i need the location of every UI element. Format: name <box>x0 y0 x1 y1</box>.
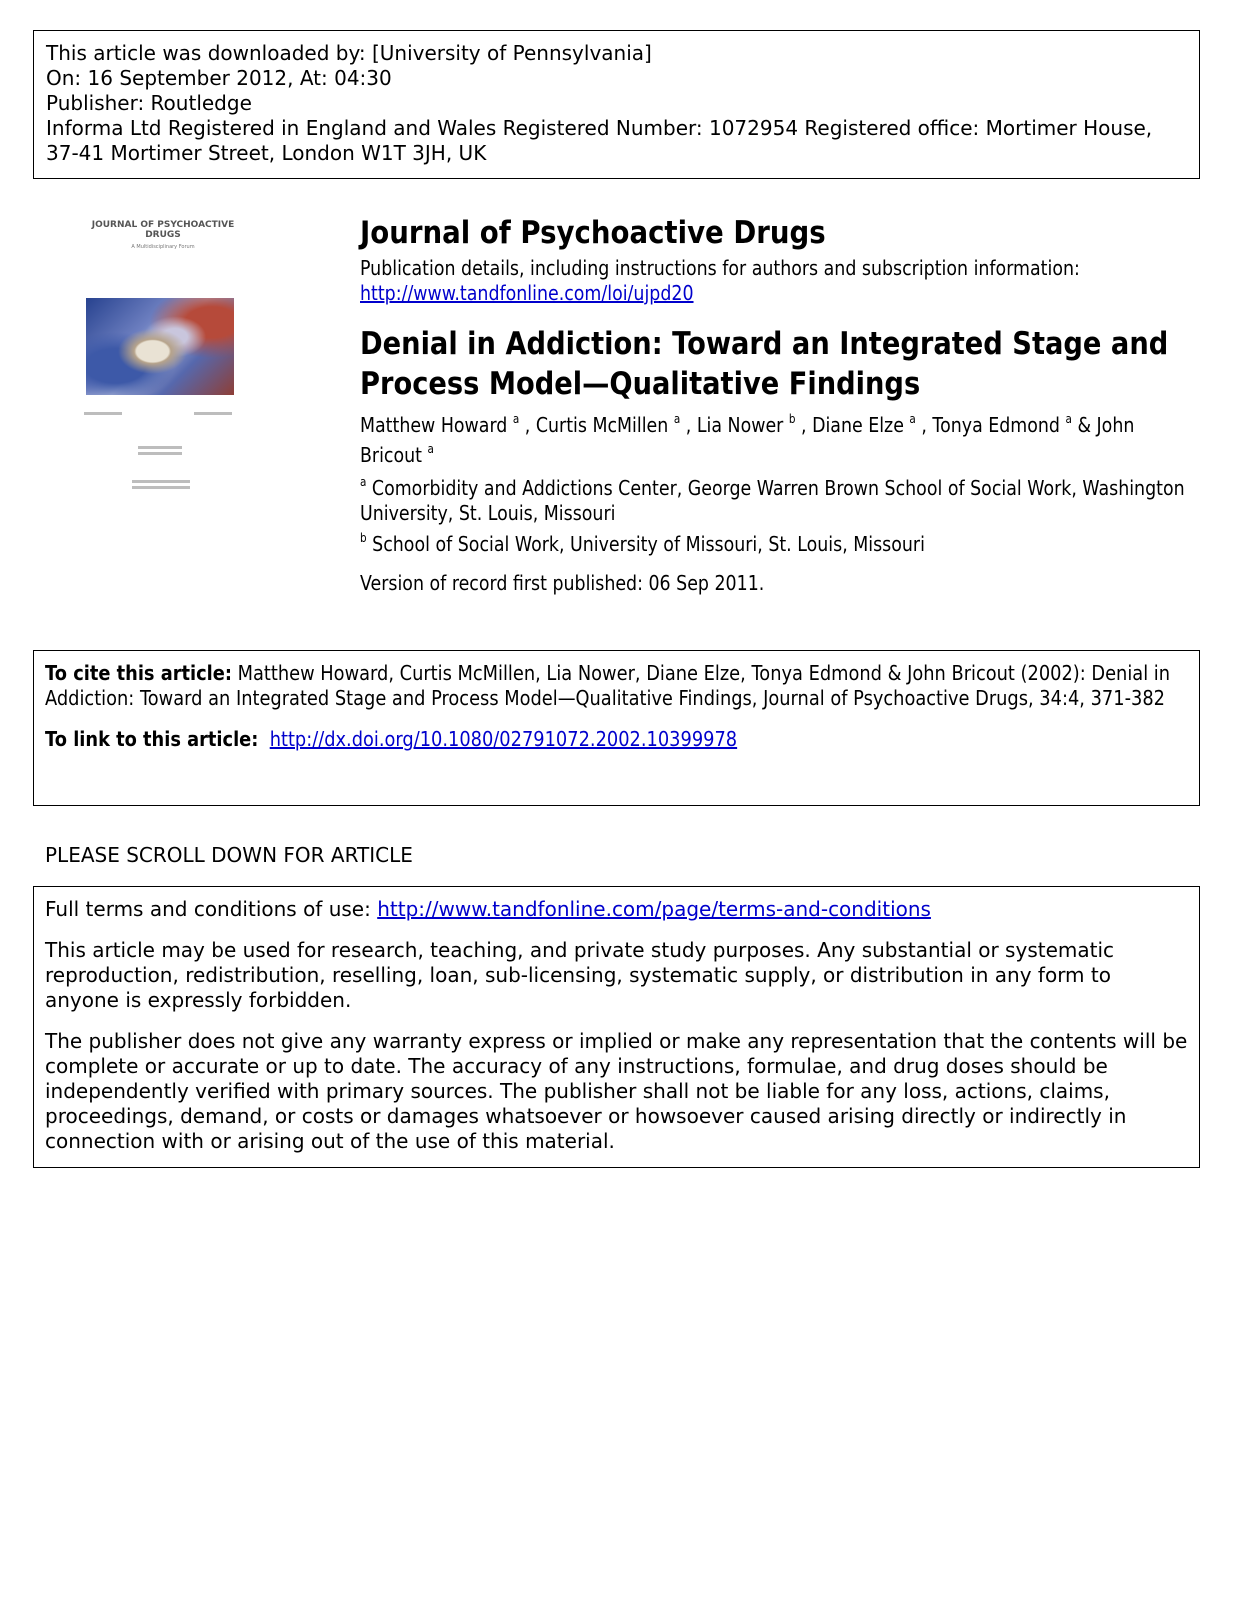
link-label: To link to this article: <box>45 727 259 751</box>
title-block <box>360 214 1200 596</box>
cover-text-line <box>138 452 182 455</box>
publication-details: Publication details, including instructions for authors and subscription information: <box>360 256 1080 280</box>
author-separator: , <box>680 413 697 437</box>
terms-paragraph-1: This article may be used for research, teaching, and private study purposes. Any substantial or systematic reproduction, redistribution, reselling, loan, sub-licensing, systematic supply, or distribution in any form to anyone is expressly forbidden. <box>45 938 1115 1012</box>
scroll-down-notice: PLEASE SCROLL DOWN FOR ARTICLE <box>45 843 413 867</box>
citation-text <box>45 661 1175 711</box>
terms-label: Full terms and conditions of use: <box>45 897 371 921</box>
author-name: Curtis McMillen <box>535 413 669 437</box>
affiliation-mark: a <box>360 475 367 489</box>
download-line-1: This article was downloaded by: [University of Pennsylvania] <box>46 41 652 65</box>
download-line-3: Publisher: Routledge <box>46 91 252 115</box>
affiliation-b <box>360 532 1187 557</box>
author-separator: , <box>915 413 933 437</box>
cite-label: To cite this article: <box>45 661 232 685</box>
cover-text-line <box>138 446 182 449</box>
affiliation-a <box>360 476 1187 526</box>
terms-link[interactable]: http://www.tandfonline.com/page/terms-and-conditions <box>377 897 931 921</box>
cite-body: Matthew Howard, Curtis McMillen, Lia Nower, Diane Elze, Tonya Edmond & John Bricout (2002): Denial in Addiction: Toward an Integrated Stage and Process Model—Qualitative Findings, Journal of Psychoactive Drugs, 34:4, 371-382 <box>45 661 1171 710</box>
affiliation-text: Comorbidity and Addictions Center, George Warren Brown School of Social Work, Washington University, St. Louis, Missouri <box>360 476 1185 525</box>
cover-text-line <box>132 486 190 489</box>
cover-title: JOURNAL OF PSYCHOACTIVE DRUGS <box>91 220 235 240</box>
version-of-record: Version of record first published: 06 Sep 2011. <box>360 571 765 595</box>
download-line-2: On: 16 September 2012, At: 04:30 <box>46 66 392 90</box>
author-name: Matthew Howard <box>360 413 508 437</box>
author-affiliation-mark: a <box>673 412 681 426</box>
terms-row <box>45 897 1188 922</box>
doi-link[interactable]: http://dx.doi.org/10.1080/02791072.2002.10399978 <box>269 727 738 751</box>
author-affiliation-mark: a <box>512 412 520 426</box>
terms-paragraph-2: The publisher does not give any warranty express or implied or make any representation that the contents will be complete or accurate or up to date. The accuracy of any instructions, formulae, and drug doses should be independently verified with primary sources. The publisher shall not be liable for any loss, actions, claims, proceedings, demand, or costs or damages whatsoever or howsoever caused arising directly or indirectly in connection with or arising out of the use of this material. <box>45 1029 1188 1153</box>
affiliation-text: School of Social Work, University of Missouri, St. Louis, Missouri <box>372 532 925 556</box>
download-info-box <box>33 30 1200 179</box>
cover-text-line <box>194 412 232 415</box>
author-affiliation-mark: a <box>1065 412 1072 426</box>
citation-box <box>33 650 1200 806</box>
cover-artwork <box>86 298 234 395</box>
author-separator: , <box>795 413 813 437</box>
author-affiliation-mark: a <box>427 442 434 456</box>
author-separator: & <box>1071 413 1097 437</box>
author-list <box>360 410 1187 470</box>
doi-row <box>45 727 1175 752</box>
cover-subtitle: A Multidisciplinary Forum <box>131 244 195 250</box>
cover-text-line <box>132 480 190 483</box>
journal-cover-image <box>78 220 248 505</box>
author-name: Diane Elze <box>812 413 904 437</box>
author-separator: , <box>519 413 536 437</box>
article-title: Denial in Addiction: Toward an Integrated Stage and Process Model—Qualitative Findings <box>360 326 1169 402</box>
journal-url-link[interactable]: http://www.tandfonline.com/loi/ujpd20 <box>360 281 694 305</box>
terms-box <box>33 886 1200 1168</box>
author-affiliation-mark: b <box>788 412 796 426</box>
author-name: Lia Nower <box>696 413 784 437</box>
author-affiliation-mark: a <box>909 412 916 426</box>
download-line-4: Informa Ltd Registered in England and Wales Registered Number: 1072954 Registered office: Mortimer House, 37-41 Mortimer Street, London W1T 3JH, UK <box>46 116 1153 165</box>
affiliation-mark: b <box>360 531 367 545</box>
journal-title: Journal of Psychoactive Drugs <box>360 215 826 251</box>
author-name: Tonya Edmond <box>932 413 1060 437</box>
cover-text-line <box>84 412 122 415</box>
author-name: John Bricout <box>360 413 1135 467</box>
